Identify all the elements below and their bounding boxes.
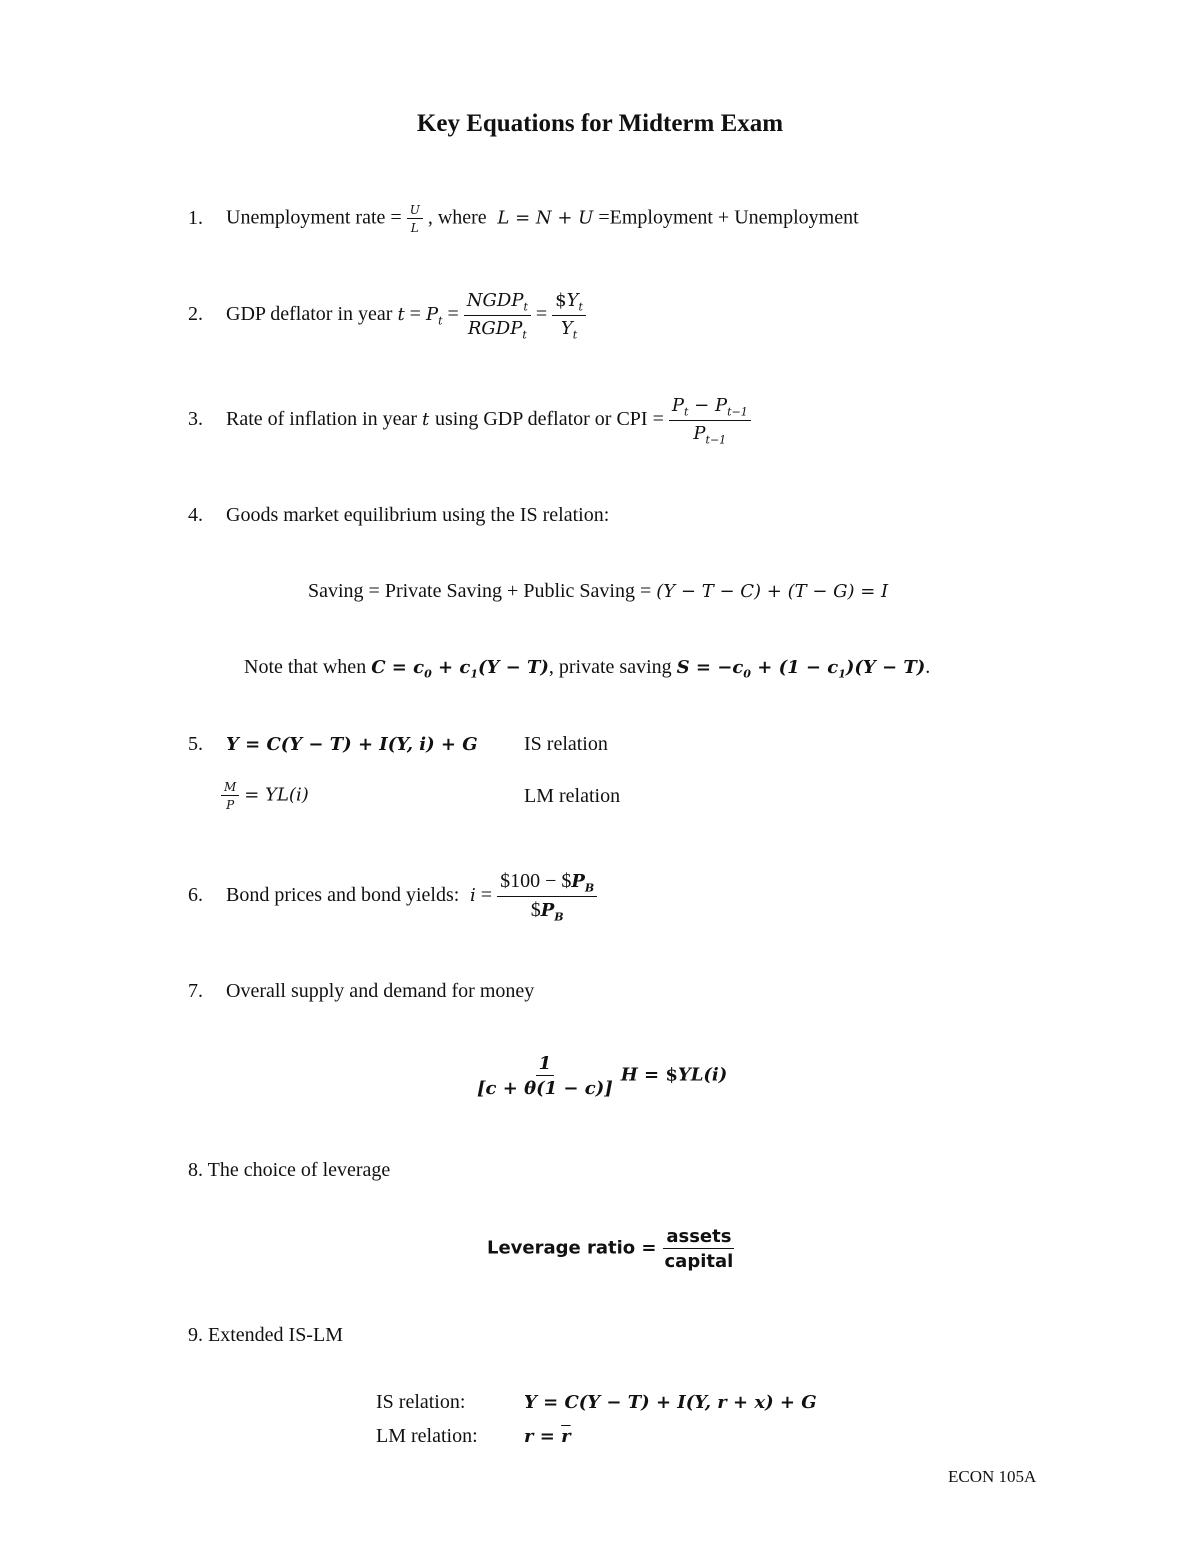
item-7 (188, 980, 534, 1003)
leverage-fraction: $\frac{\text{assets}}{\text{capital}}$ (664, 1226, 734, 1272)
item-number: 3. (188, 408, 203, 431)
note-text-c: . (925, 656, 931, 678)
item-1: 1. Unemployment rate = $\frac{U}{L}$ , where L = N + U =Employment + Unemployment (188, 203, 859, 235)
page-title: Key Equations for Midterm Exam (416, 110, 784, 137)
fraction-m-over-p: $\frac{M}{P}$ (221, 780, 239, 812)
item-label-2: using GDP deflator or CPI (435, 408, 648, 431)
item-5-is: 5. Y = C(Y − T) + I(Y, i) + G (188, 733, 478, 755)
saving-text: Saving = Private Saving + Public Saving = (308, 580, 657, 602)
item-4 (188, 504, 609, 527)
extended-lm-label: LM relation: (376, 1425, 478, 1447)
item-label: Unemployment rate (226, 206, 386, 229)
saving-equation: Saving = Private Saving + Public Saving = (Y − T − C) + (T − G) = I (308, 580, 889, 602)
is-relation-label: IS relation (524, 733, 608, 755)
item-5-lm: $\frac{M}{P}$ = YL(i) (221, 780, 309, 812)
leverage-left: Leverage ratio = (487, 1237, 657, 1259)
item-9 (188, 1324, 343, 1347)
item-label: GDP deflator in year (226, 303, 393, 326)
fraction-u-over-l: $\frac{U}{L}$ (407, 203, 423, 235)
lm-relation-label: LM relation (524, 785, 621, 807)
money-multiplier-fraction: $\frac{1}{[c + \theta(1 - c)]}$ (477, 1053, 613, 1099)
item-2: 2. GDP deflator in year $t = P_t$ = $\frac{NGDP_t}{RGDP_t}$ = $\frac{\$Y_t}{Y_t}$ (188, 290, 586, 341)
gdp-deflator-fraction: $\frac{NGDP_t}{RGDP_t}$ (464, 290, 531, 341)
item-number: 7. (188, 980, 203, 1002)
item-number: 9. (188, 1324, 203, 1346)
item-number: 4. (188, 504, 203, 526)
extended-is-equation: Y = C(Y − T) + I(Y, r + x) + G (524, 1392, 817, 1413)
item-label: Rate of inflation in year (226, 408, 418, 431)
private-saving-note: Note that when $C = c_0 + c_1(Y - T)$, private saving $S = -c_0 + (1 - c_1)(Y - T)$. (244, 656, 931, 681)
item-8 (188, 1159, 390, 1182)
inflation-fraction: $\frac{P_t - P_{t-1}}{P_{t-1}}$ (669, 395, 751, 446)
leverage-equation (487, 1226, 736, 1272)
note-text-b: , private saving (548, 656, 677, 678)
item-number: 8. (188, 1159, 203, 1181)
extended-lm-equation: $r = \overline{r}$ (524, 1426, 571, 1447)
extended-is-label: IS relation: (376, 1391, 466, 1413)
item-number: 5. (188, 733, 203, 755)
item-label: Goods market equilibrium using the IS relation: (226, 504, 610, 526)
item-number: 1. (188, 206, 203, 229)
money-equation: $\frac{1}{[c + \theta(1 - c)]}$ H = $YL(i) (474, 1053, 727, 1099)
footer-course-code: ECON 105A (948, 1467, 1037, 1486)
nominal-over-real-fraction: $\frac{\$Y_t}{Y_t}$ (552, 290, 586, 341)
item-3: 3. Rate of inflation in year t using GDP deflator or CPI = $\frac{P_t - P_{t-1}}{P_{t-1}}$ (188, 395, 751, 446)
item-label: Overall supply and demand for money (226, 980, 535, 1002)
item-6: 6. Bond prices and bond yields: i = $\frac{\$100 - \$P_B}{\$P_B}$ (188, 870, 597, 923)
item-mid-text: , where (427, 206, 487, 229)
item-number: 6. (188, 884, 203, 907)
note-text-a: Note that when (244, 656, 372, 678)
item-number: 2. (188, 303, 203, 326)
item-label: Bond prices and bond yields: (226, 884, 460, 907)
item-label: The choice of leverage (207, 1159, 391, 1181)
item-tail-text: Employment + Unemployment (609, 206, 859, 229)
item-label: Extended IS-LM (208, 1324, 343, 1346)
bond-yield-fraction: $\frac{\$100 - \$P_B}{\$P_B}$ (497, 870, 597, 923)
